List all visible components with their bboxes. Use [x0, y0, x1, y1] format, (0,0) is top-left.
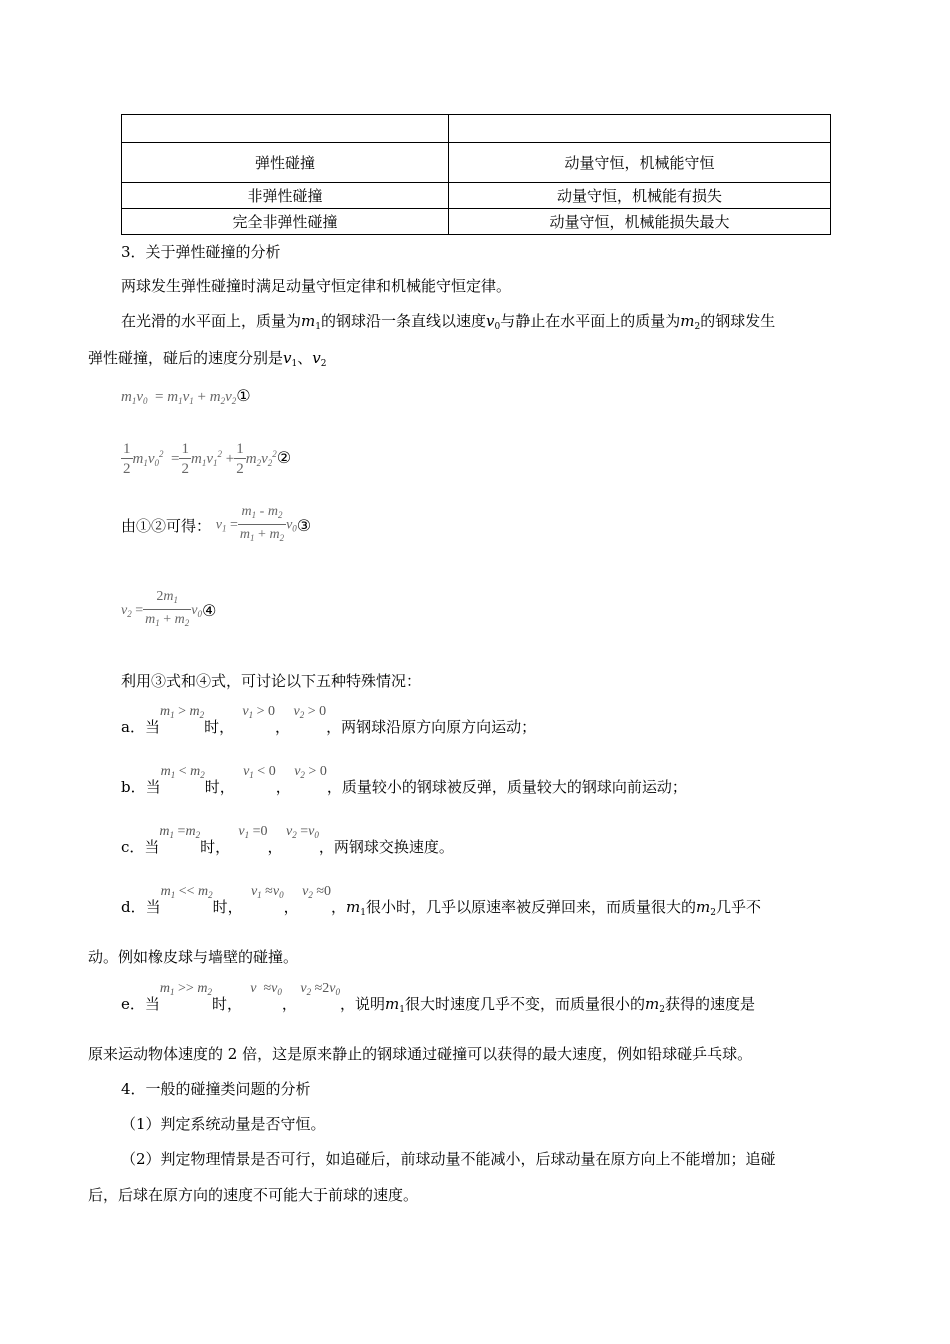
text-span: 弹性碰撞，碰后的速度分别是 [88, 349, 284, 367]
text-span: 在光滑的水平面上，质量为 [121, 312, 302, 330]
section4-item-2-line1: （2）判定物理情景是否可行，如追碰后，前球动量不能减小，后球动量在原方向上不能增加；追碰 [121, 1150, 776, 1168]
case-label: a．当 [121, 718, 160, 736]
table-row [122, 209, 831, 235]
text-span: 、 [297, 349, 313, 367]
section3-paragraph-2-line2: 弹性碰撞，碰后的速度分别是$v_1$、$v_2$ [88, 349, 327, 369]
text-span: 时， [212, 898, 243, 916]
text-span: 时， [200, 838, 231, 856]
equation-v1: 由①②可得： $v_1$ = $\frac{m_1 - m_2}{m_1 + m_2}$ $v_0③$ [121, 504, 312, 543]
section4-item-2-line2: 后，后球在原方向的速度不可能大于前球的速度。 [88, 1186, 419, 1204]
text-span: 时， [204, 778, 235, 796]
equation-energy: $\frac{1}{2}$ $m_1v_0^2$ = $\frac{1}{2}$ $m_1v_1^2$ + $\frac{1}{2}$ $m_2v_2^2②$ [123, 441, 292, 477]
table-header-cell [122, 115, 449, 143]
text-span: 时， [211, 995, 242, 1013]
text-span: 与静止在水平面上的质量为 [500, 312, 681, 330]
case-d-line2: 动。例如橡皮球与墙壁的碰撞。 [88, 948, 299, 966]
table-cell-desc: 动量守恒，机械能损失最大 [449, 209, 831, 235]
text-span: 很小时，几乎以原速率被反弹回来，而质量很大的 [365, 898, 696, 916]
section3-paragraph-1: 两球发生弹性碰撞时满足动量守恒定律和机械能守恒定律。 [121, 277, 512, 295]
section3-heading: 3．关于弹性碰撞的分析 [121, 243, 281, 261]
section4-item-1: （1）判定系统动量是否守恒。 [121, 1115, 326, 1133]
derive-label: 由①②可得： [121, 517, 212, 535]
table-cell-type: 非弹性碰撞 [122, 183, 449, 209]
case-b: b．当$m_1 < m_2$时， $v_1 < 0$， $v_2 > 0$，质量较小的钢球被反弹，质量较大的钢球向前运动； [121, 764, 687, 796]
case-label: d．当 [121, 898, 161, 916]
text-span: ， [331, 898, 347, 916]
table-row [122, 143, 831, 183]
case-label: b．当 [121, 778, 161, 796]
text-span: 几乎不 [715, 898, 761, 916]
equation-mark: ① [236, 386, 251, 405]
text-span: ，两钢球沿原方向原方向运动； [326, 718, 537, 736]
text-span: 的钢球发生 [700, 312, 776, 330]
text-span: 的钢球沿一条直线以速度 [320, 312, 486, 330]
collision-type-table [121, 114, 831, 235]
table-header-cell [449, 115, 831, 143]
case-e-line2: 原来运动物体速度的 2 倍，这是原来静止的钢球通过碰撞可以获得的最大速度，例如铅球碰乒乓球。 [88, 1045, 753, 1063]
table-cell-desc: 动量守恒，机械能有损失 [449, 183, 831, 209]
text-span: 时， [204, 718, 235, 736]
case-d: d．当$m_1 << m_2$时， $v_1 \approx v_0$， $v_2 \approx 0$，$m_1$很小时，几乎以原速率被反弹回来，而质量很大的$m_2$几乎不 [121, 884, 761, 918]
table-row [122, 183, 831, 209]
table-header-row [122, 115, 831, 143]
text-span: ，两钢球交换速度。 [318, 838, 454, 856]
section3-paragraph-2-line1: 在光滑的水平面上，质量为$m_1$的钢球沿一条直线以速度$v_0$与静止在水平面上的质量为$m_2$的钢球发生 [121, 312, 776, 332]
case-label: c．当 [121, 838, 160, 856]
text-span: 获得的速度是 [664, 995, 755, 1013]
case-c: c．当$m_1 =m_2$时， $v_1 =0$， $v_2 =v_0$，两钢球交换速度。 [121, 824, 454, 856]
case-e: e．当$m_1 >> m_2$时， $v \approx v_0$， $v_2 \approx 2v_0$，说明$m_1$很大时速度几乎不变，而质量很小的$m_2$获得的速度是 [121, 981, 755, 1015]
text-span: ，质量较小的钢球被反弹，质量较大的钢球向前运动； [326, 778, 687, 796]
text-span: ，说明 [340, 995, 386, 1013]
equation-mark: ② [276, 447, 292, 467]
equation-mark: ③ [296, 516, 312, 535]
discussion-intro: 利用③式和④式，可讨论以下五种特殊情况： [121, 672, 422, 690]
section4-heading: 4．一般的碰撞类问题的分析 [121, 1080, 311, 1098]
equation-momentum: $m_1v_0 = m_1v_1$ + $m_2v_2①$ [121, 386, 251, 406]
case-a: a．当$m_1 > m_2$时， $v_1 > 0$， $v_2 > 0$，两钢球沿原方向原方向运动； [121, 704, 537, 736]
equation-mark: ④ [202, 601, 217, 620]
text-span: 很大时速度几乎不变，而质量很小的 [404, 995, 645, 1013]
case-label: e．当 [121, 995, 160, 1013]
table-cell-desc: 动量守恒，机械能守恒 [449, 143, 831, 183]
equation-v2: $v_2$ = $\frac{2m_1}{m_1 + m_2}$ $v_0④$ [121, 589, 217, 628]
table-cell-type: 完全非弹性碰撞 [122, 209, 449, 235]
table-cell-type: 弹性碰撞 [122, 143, 449, 183]
